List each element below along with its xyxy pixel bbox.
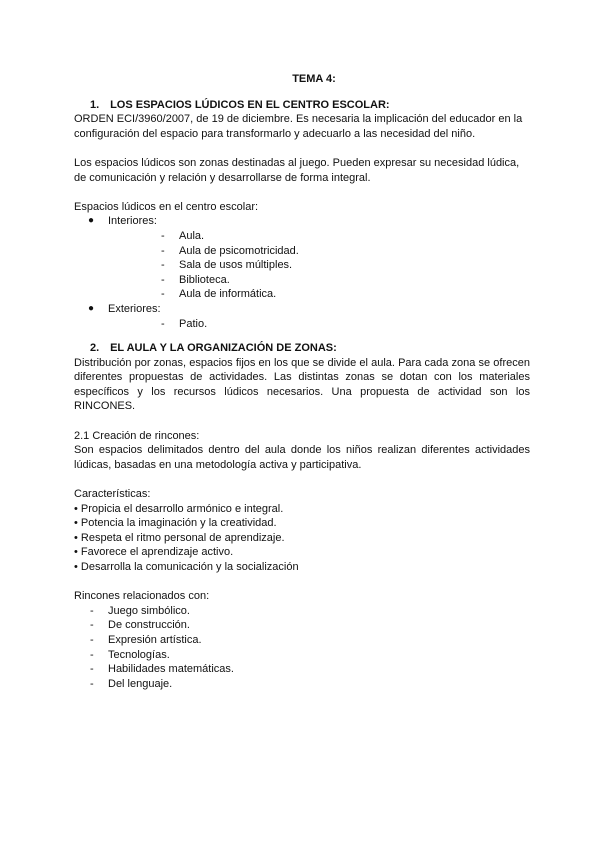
section-1-para-1-line-2: configuración del espacio para transformarlo y adecuarlo a las necesidad del niño.	[74, 127, 476, 140]
interiores-list	[108, 229, 530, 302]
list-item: • Favorece el aprendizaje activo.	[74, 546, 234, 559]
section-1-number: 1.	[90, 98, 100, 111]
section-2-para: Distribución por zonas, espacios fijos en los que se divide el aula. Para cada zona se ofrecen diferentes propuestas de actividades. Las distintas zonas se dotan con los materiales específicos y los recursos lúdicos necesarios. Una propuesta de actividad son los RINCONES.	[74, 356, 530, 413]
list-item-exteriores	[88, 302, 530, 331]
list-item: • Potencia la imaginación y la creatividad.	[74, 517, 277, 530]
section-1-heading-text: LOS ESPACIOS LÚDICOS EN EL CENTRO ESCOLAR:	[110, 98, 390, 111]
document-page	[74, 72, 530, 691]
list-item: - Biblioteca.	[161, 273, 230, 286]
section-2-heading-text: EL AULA Y LA ORGANIZACIÓN DE ZONAS:	[110, 342, 337, 355]
section-2-number: 2.	[90, 342, 100, 355]
list-item: - De construcción.	[90, 619, 190, 632]
exteriores-list	[108, 317, 530, 332]
section-2-heading	[74, 341, 530, 356]
interiores-label: Interiores:	[108, 215, 157, 228]
exteriores-label: Exteriores:	[108, 302, 161, 315]
section-1-para-2-line-2: de comunicación y relación y desarrollarse de forma integral.	[74, 171, 371, 184]
bullet-icon: ●	[88, 302, 95, 314]
subsection-heading: 2.1 Creación de rincones:	[74, 429, 200, 442]
spaces-list	[74, 214, 530, 331]
list-item: - Aula.	[161, 229, 205, 242]
list-item: - Patio.	[161, 317, 208, 330]
section-1-heading	[74, 98, 530, 113]
list-intro: Espacios lúdicos en el centro escolar:	[74, 200, 259, 213]
rincones-label: Rincones relacionados con:	[74, 590, 210, 603]
list-item: • Desarrolla la comunicación y la socialización	[74, 561, 299, 573]
caracteristicas-label: Características:	[74, 488, 151, 501]
section-1-para-1-line-1: ORDEN ECI/3960/2007, de 19 de diciembre. Es necesaria la implicación del educador en la	[74, 113, 523, 126]
list-item-interiores	[88, 214, 530, 302]
list-item: - Del lenguaje.	[90, 677, 173, 690]
list-item: • Respeta el ritmo personal de aprendizaje.	[74, 531, 285, 544]
list-item: - Juego simbólico.	[90, 604, 190, 617]
list-item: - Aula de psicomotricidad.	[161, 244, 299, 257]
section-1-para-2-line-1: Los espacios lúdicos son zonas destinadas al juego. Pueden expresar su necesidad lúdica,	[74, 156, 520, 169]
rincones-list	[74, 604, 530, 692]
list-item: - Sala de usos múltiples.	[161, 259, 293, 272]
list-item: - Aula de informática.	[161, 288, 277, 301]
list-item: - Habilidades matemáticas.	[90, 663, 234, 676]
caracteristicas-list	[74, 502, 530, 575]
subsection-para: Son espacios delimitados dentro del aula donde los niños realizan diferentes actividades lúdicas, basadas en una metodología activa y participativa.	[74, 444, 530, 471]
list-item: - Tecnologías.	[90, 648, 170, 661]
page-title: TEMA 4:	[292, 73, 336, 85]
list-item: - Expresión artística.	[90, 633, 202, 646]
bullet-icon: ●	[88, 215, 95, 227]
list-item: • Propicia el desarrollo armónico e integral.	[74, 502, 284, 515]
